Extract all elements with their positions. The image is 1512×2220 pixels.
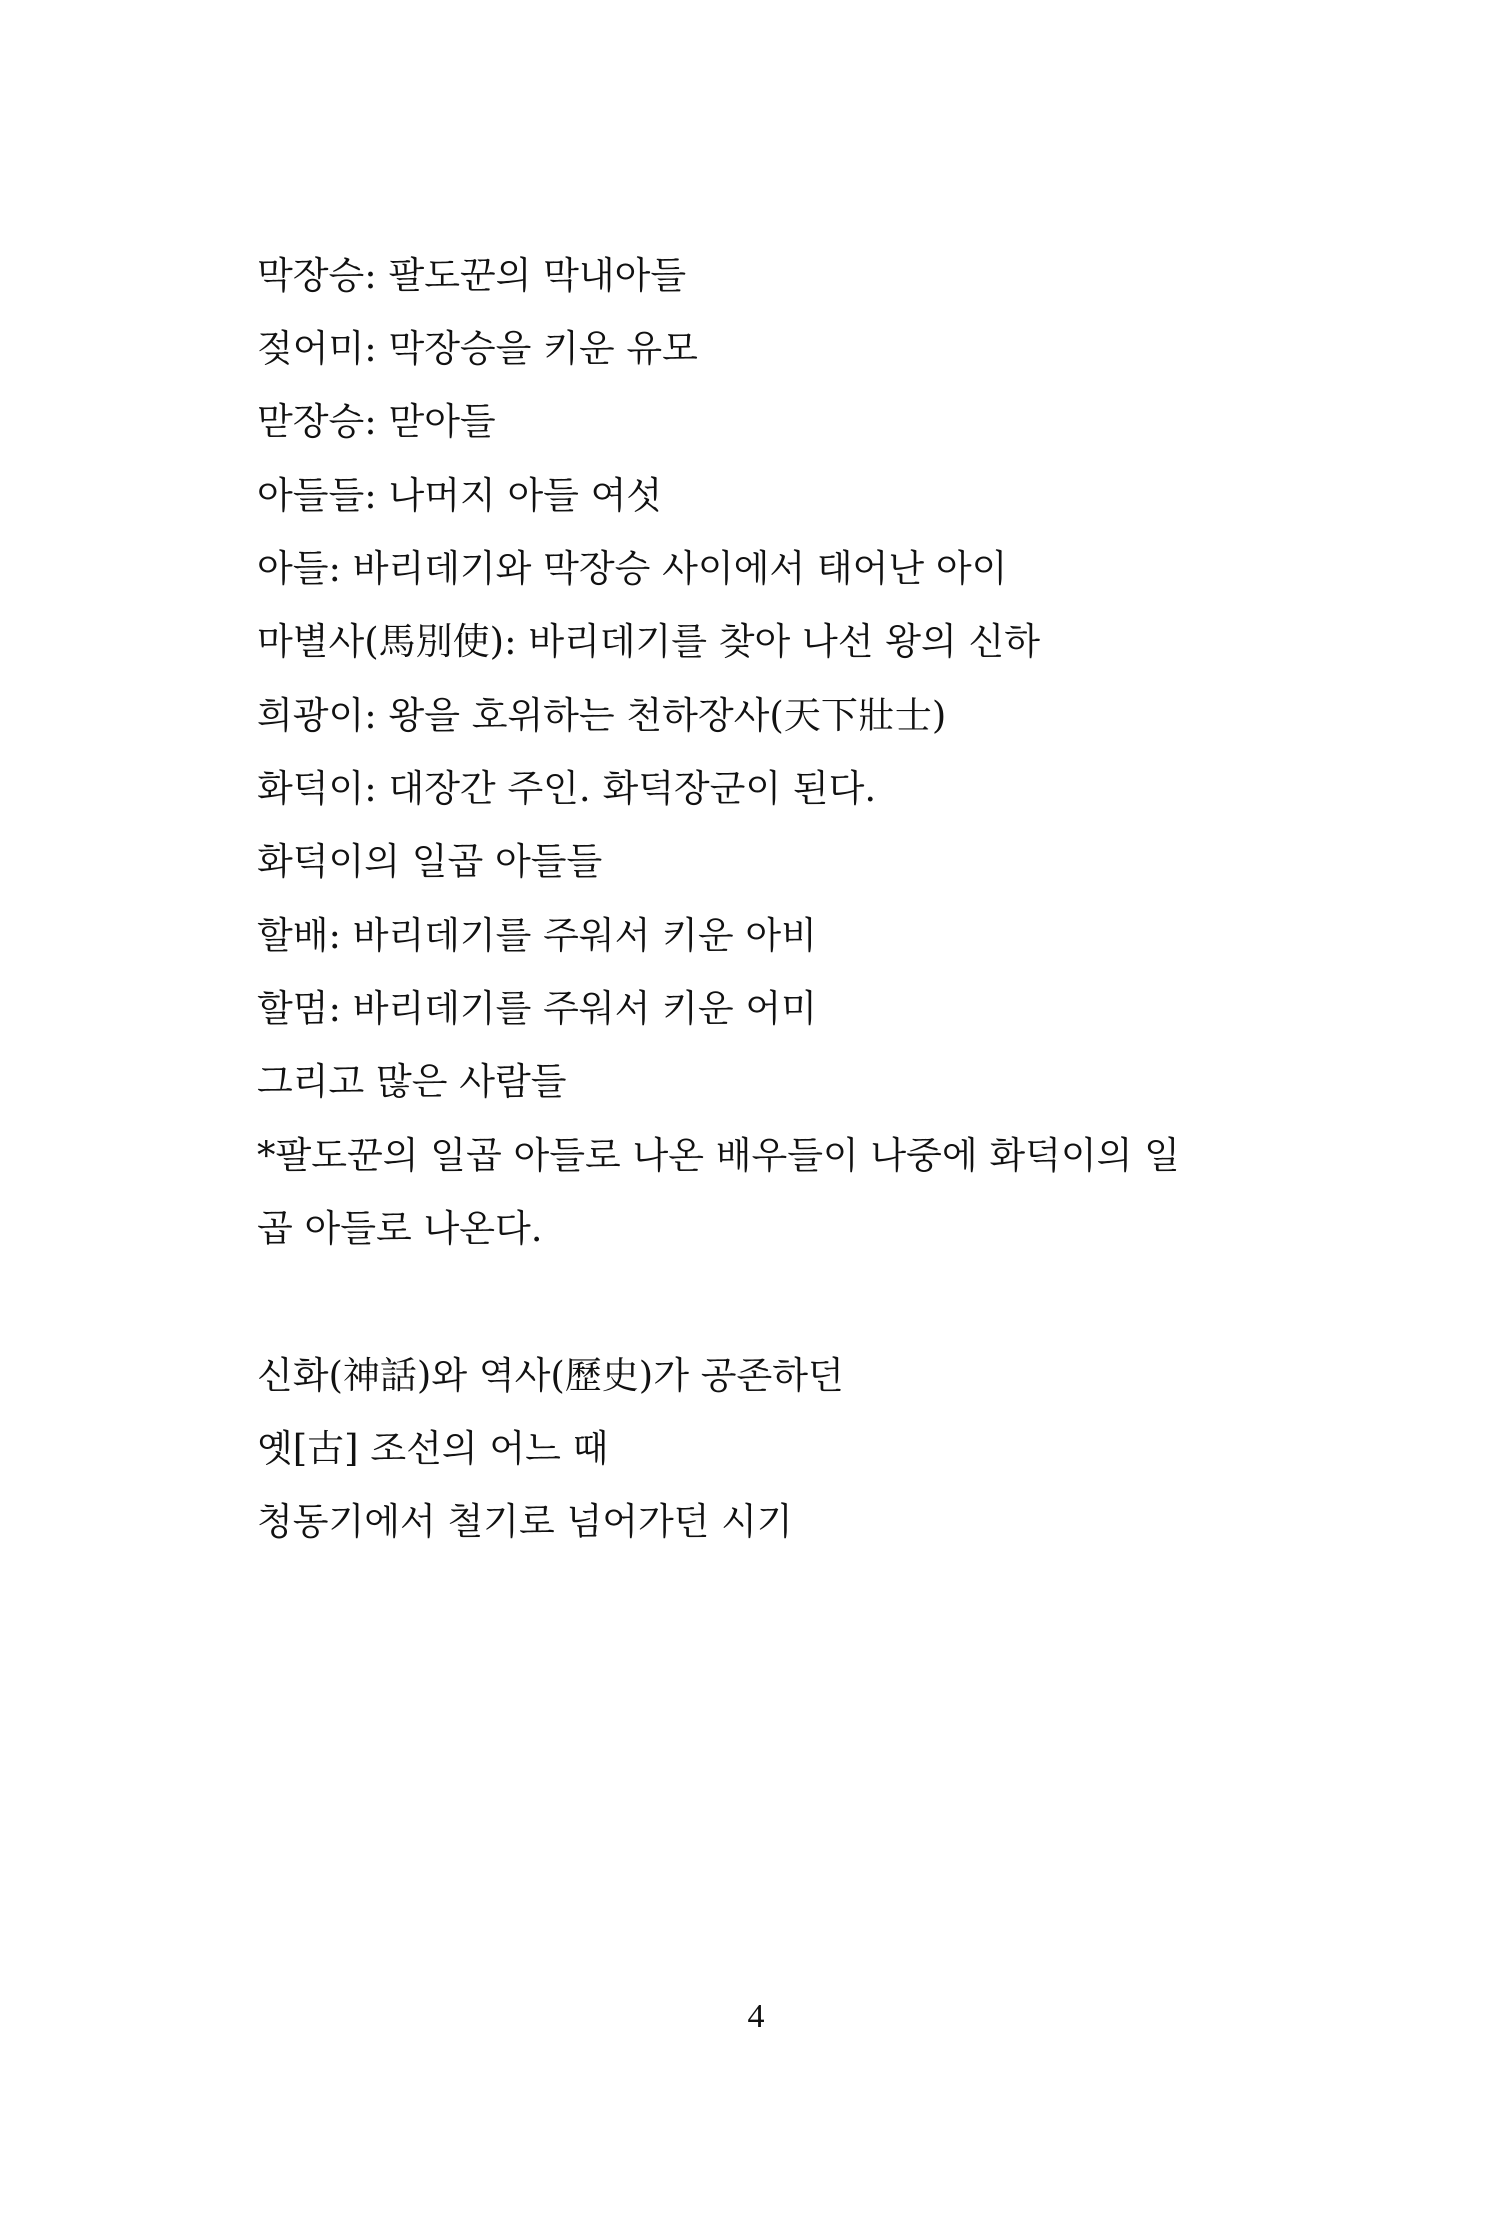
setting-line-2: 옛[古] 조선의 어느 때 [257,1427,609,1470]
cast-line-many-people: 그리고 많은 사람들 [257,1060,567,1103]
cast-line-son: 아들: 바리데기와 막장승 사이에서 태어난 아이 [257,547,1008,590]
cast-line-halmeom: 할멈: 바리데기를 주워서 키운 어미 [257,987,817,1030]
cast-line-hwadeogi: 화덕이: 대장간 주인. 화덕장군이 된다. [257,767,877,810]
setting-line-3: 청동기에서 철기로 넘어가던 시기 [257,1500,793,1543]
page-number: 4 [747,1998,765,2035]
cast-line-mabyeolsa: 마별사(馬別使): 바리데기를 찾아 나선 왕의 신하 [257,620,1041,663]
cast-line-sons: 아들들: 나머지 아들 여섯 [257,474,663,517]
cast-line-halbae: 할배: 바리데기를 주워서 키운 아비 [257,914,817,957]
setting-line-1: 신화(神話)와 역사(歷史)가 공존하던 [257,1354,844,1397]
cast-line-huigwangi: 희광이: 왕을 호위하는 천하장사(天下壯士) [257,694,947,737]
cast-note-line-1: *팔도꾼의 일곱 아들로 나온 배우들이 나중에 화덕이의 일 [257,1134,1180,1177]
cast-line-jeoteomi: 젖어미: 막장승을 키운 유모 [257,327,698,370]
cast-line-hwadeogi-sons: 화덕이의 일곱 아들들 [257,840,603,883]
cast-line-mak-jangseung: 막장승: 팔도꾼의 막내아들 [257,254,687,297]
cast-note-line-2: 곱 아들로 나온다. [257,1207,543,1250]
cast-line-mat-jangseung: 맏장승: 맏아들 [257,400,496,443]
